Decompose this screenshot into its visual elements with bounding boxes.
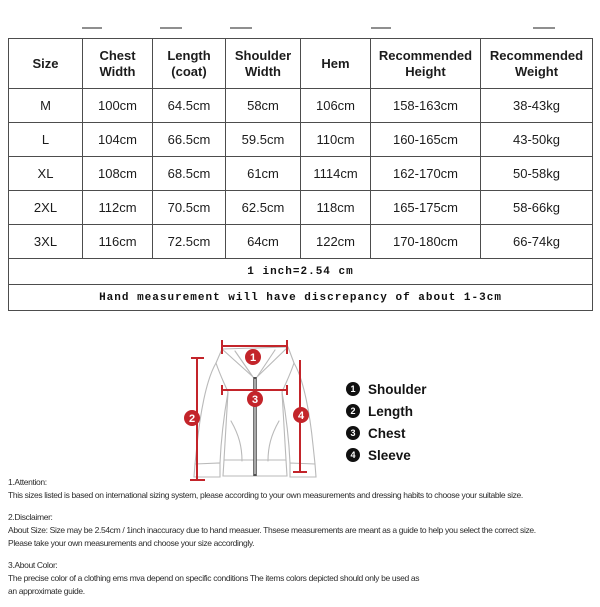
crop-artifact-dash [230,27,252,29]
cell-weight: 43-50kg [481,123,593,157]
cell-chest: 108cm [83,157,153,191]
cell-height: 160-165cm [371,123,481,157]
cell-hem: 110cm [301,123,371,157]
cell-shoulder: 64cm [226,225,301,259]
cell-hem: 1114cm [301,157,371,191]
legend-label: Shoulder [368,381,427,397]
legend-badge-4: 4 [346,448,360,462]
cell-shoulder: 59.5cm [226,123,301,157]
cell-height: 158-163cm [371,89,481,123]
cell-chest: 112cm [83,191,153,225]
cell-length: 70.5cm [153,191,226,225]
cell-shoulder: 61cm [226,157,301,191]
cell-length: 72.5cm [153,225,226,259]
cell-size: L [9,123,83,157]
header-text: Chest [99,47,136,63]
header-recommended-height [371,39,481,89]
legend-badge-3: 3 [346,426,360,440]
cell-weight: 50-58kg [481,157,593,191]
cell-weight: 66-74kg [481,225,593,259]
note-title: 2.Disclaimer: [8,512,53,522]
hoodie-diagram-svg [140,335,380,490]
header-text: Weight [514,63,559,79]
note-line: Please take your own measurements and choose your size accordingly. [8,538,255,548]
crop-artifact-dash [160,27,182,29]
cell-height: 165-175cm [371,191,481,225]
header-text: Width [99,63,136,79]
table-note-inch-row [9,259,593,285]
note-title: 1.Attention: [8,477,47,487]
header-size [9,39,83,89]
cell-weight: 58-66kg [481,191,593,225]
header-text: Height [405,63,446,79]
sleeve-marker-number: 4 [297,410,305,422]
note-inch-conversion: 1 inch=2.54 cm [9,259,593,285]
chest-marker-number: 3 [251,394,259,406]
note-line: This sizes listed is based on international sizing system, please according to your own measurements and dressing habits to choose your suitable size. [8,490,523,500]
cell-chest: 116cm [83,225,153,259]
note-line: an approximate guide. [8,586,85,596]
note-title: 3.About Color: [8,560,58,570]
note-hand-measurement: Hand measurement will have discrepancy of about 1-3cm [9,285,593,311]
legend-item-chest [346,422,427,444]
cell-size: M [9,89,83,123]
cell-chest: 100cm [83,89,153,123]
cell-length: 66.5cm [153,123,226,157]
cell-height: 162-170cm [371,157,481,191]
legend-item-length [346,400,427,422]
length-marker-number: 2 [188,413,196,425]
crop-artifact-dash [82,27,102,29]
header-text: Shoulder [234,47,292,63]
legend-badge-2: 2 [346,404,360,418]
header-text: Recommended [489,47,584,63]
legend-label: Chest [368,425,406,441]
cell-hem: 106cm [301,89,371,123]
header-text: Size [32,55,59,71]
cell-length: 68.5cm [153,157,226,191]
note-attention [8,476,600,502]
header-chest-width [83,39,153,89]
table-row-2xl [9,191,593,225]
legend-label: Length [368,403,413,419]
header-text: (coat) [171,63,207,79]
measurement-markers [184,349,309,426]
header-text: Length [167,47,211,63]
header-length-coat [153,39,226,89]
table-row-l [9,123,593,157]
crop-artifact-dash [371,27,391,29]
measurement-legend [346,378,427,466]
table-row-xl [9,157,593,191]
header-text: Recommended [378,47,473,63]
cell-shoulder: 58cm [226,89,301,123]
note-about-color [8,559,600,598]
hoodie-measurement-diagram [140,335,380,490]
cell-hem: 122cm [301,225,371,259]
note-line: About Size: Size may be 2.54cm / 1inch inaccuracy due to hand measuer. Thsese measurements are meant as a guide to help you select the correct size. [8,525,536,535]
cell-size: 2XL [9,191,83,225]
note-line: The precise color of a clothing ems mva depend on specific conditions The items colors depicted should only be used as [8,573,420,583]
cell-height: 170-180cm [371,225,481,259]
table-note-hand-row [9,285,593,311]
crop-artifact-dash [533,27,555,29]
notes-section [8,476,600,607]
table-row-m [9,89,593,123]
shoulder-marker-number: 1 [249,352,257,364]
cell-shoulder: 62.5cm [226,191,301,225]
legend-badge-1: 1 [346,382,360,396]
note-disclaimer [8,511,600,550]
cell-hem: 118cm [301,191,371,225]
table-row-3xl [9,225,593,259]
size-chart-table [8,38,593,311]
header-recommended-weight [481,39,593,89]
cell-chest: 104cm [83,123,153,157]
cell-weight: 38-43kg [481,89,593,123]
table-header-row [9,39,593,89]
cell-size: XL [9,157,83,191]
legend-item-shoulder [346,378,427,400]
legend-label: Sleeve [368,447,411,463]
legend-item-sleeve [346,444,427,466]
cell-size: 3XL [9,225,83,259]
header-text: Hem [321,55,350,71]
header-shoulder-width [226,39,301,89]
cell-length: 64.5cm [153,89,226,123]
header-hem [301,39,371,89]
header-text: Width [245,63,281,79]
